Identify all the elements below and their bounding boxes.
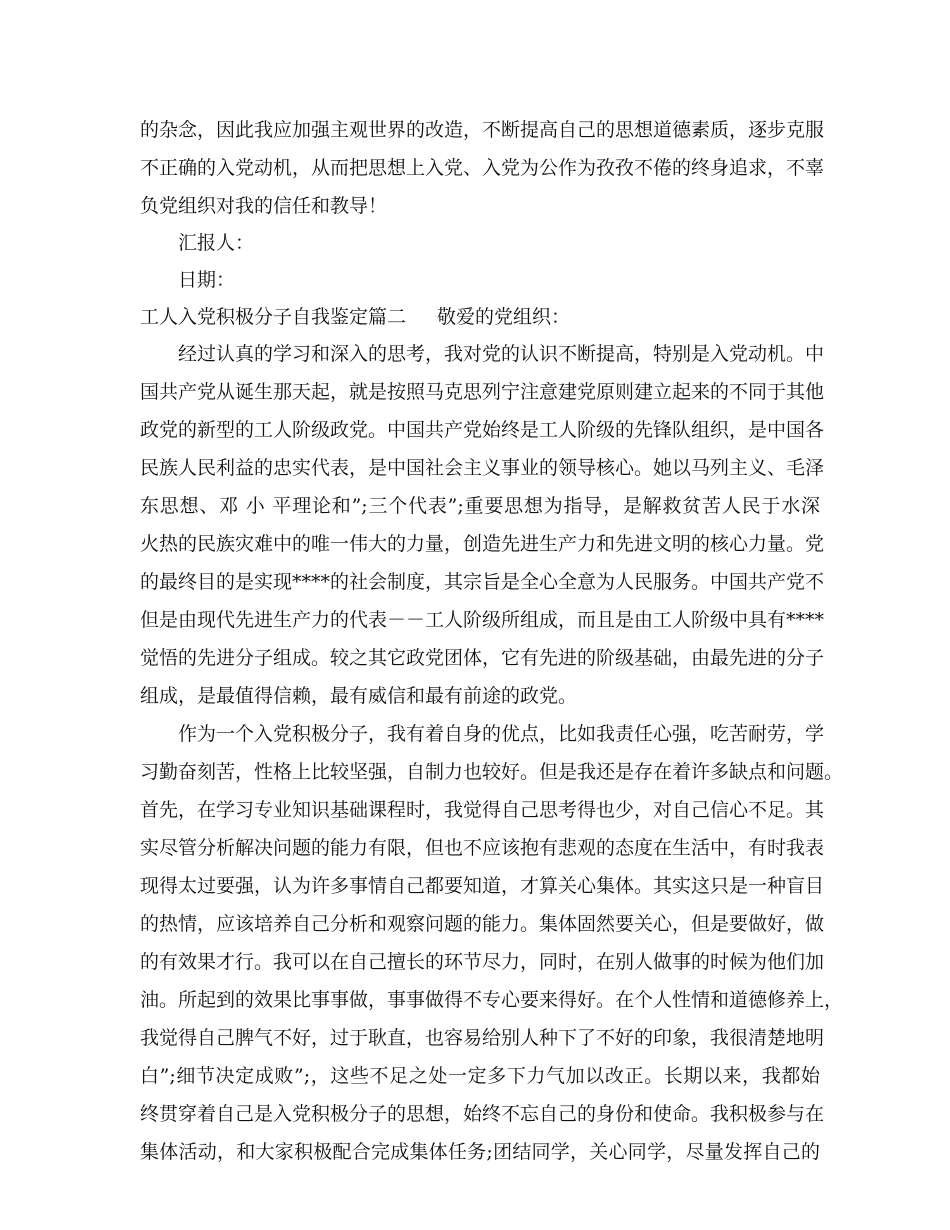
paragraph2-line-11: 终贯穿着自己是入党积极分子的思想，始终不忘自己的身份和使命。我积极参与在 [140,1103,825,1125]
paragraph2-line-5: 现得太过要强，认为许多事情自己都要知道，才算关心集体。其实这只是一种盲目 [140,875,825,897]
intro-line-2: 不正确的入党动机，从而把思想上入党、入党为公作为孜孜不倦的终身追求，不辜 [140,157,825,179]
paragraph2-line-8: 油。所起到的效果比事事做，事事做得不专心要来得好。在个人性情和道德修养上， [140,989,844,1011]
paragraph2-line-10: 白”;细节决定成败”;，这些不足之处一定多下力气加以改正。长期以来，我都始 [140,1065,820,1087]
paragraph2-line-3: 首先，在学习专业知识基础课程时，我觉得自己思考得也少，对自己信心不足。其 [140,799,825,821]
paragraph1-line-8: 但是由现代先进生产力的代表－－工人阶级所组成，而且是由工人阶级中具有**** [140,609,825,631]
paragraph1-line-2: 国共产党从诞生那天起，就是按照马克思列宁注意建党原则建立起来的不同于其他 [140,381,825,403]
paragraph2-line-4: 实尽管分析解决问题的能力有限，但也不应该抱有悲观的态度在生活中，有时我表 [140,837,825,859]
paragraph1-line-5: 东思想、邓 小 平理论和”;三个代表”;重要思想为指导，是解救贫苦人民于水深 [140,495,820,517]
paragraph1-line-7: 的最终目的是实现****的社会制度，其宗旨是全心全意为人民服务。中国共产党不 [140,571,825,593]
paragraph1-line-6: 火热的民族灾难中的唯一伟大的力量，创造先进生产力和先进文明的核心力量。党 [140,533,825,555]
salutation: 敬爱的党组织： [437,306,571,328]
paragraph2-line-9: 我觉得自己脾气不好，过于耿直，也容易给别人种下了不好的印象，我很清楚地明 [140,1027,825,1049]
paragraph2-line-2: 习勤奋刻苦，性格上比较坚强，自制力也较好。但是我还是存在着许多缺点和问题。 [140,761,844,783]
paragraph1-line-9: 觉悟的先进分子组成。较之其它政党团体，它有先进的阶级基础，由最先进的分子 [140,647,825,669]
paragraph2-line-1: 作为一个入党积极分子，我有着自身的优点，比如我责任心强，吃苦耐劳，学 [178,723,825,745]
reporter-label: 汇报人： [178,232,255,254]
intro-line-1: 的杂念，因此我应加强主观世界的改造，不断提高自己的思想道德素质，逐步克服 [140,119,825,141]
date-label: 日期： [178,269,236,291]
intro-line-3: 负党组织对我的信任和教导！ [140,195,388,217]
paragraph2-line-6: 的热情，应该培养自己分析和观察问题的能力。集体固然要关心，但是要做好，做 [140,913,825,935]
section-title: 工人入党积极分子自我鉴定篇二 [140,306,407,328]
paragraph1-line-10: 组成，是最值得信赖，最有威信和最有前途的政党。 [140,685,578,707]
paragraph1-line-1: 经过认真的学习和深入的思考，我对党的认识不断提高，特别是入党动机。中 [178,343,825,365]
paragraph1-line-4: 民族人民利益的忠实代表，是中国社会主义事业的领导核心。她以马列主义、毛泽 [140,457,825,479]
paragraph2-line-12: 集体活动，和大家积极配合完成集体任务;团结同学，关心同学，尽量发挥自己的 [140,1141,820,1163]
paragraph2-line-7: 的有效果才行。我可以在自己擅长的环节尽力，同时，在别人做事的时候为他们加 [140,951,825,973]
paragraph1-line-3: 政党的新型的工人阶级政党。中国共产党始终是工人阶级的先锋队组织，是中国各 [140,419,825,441]
